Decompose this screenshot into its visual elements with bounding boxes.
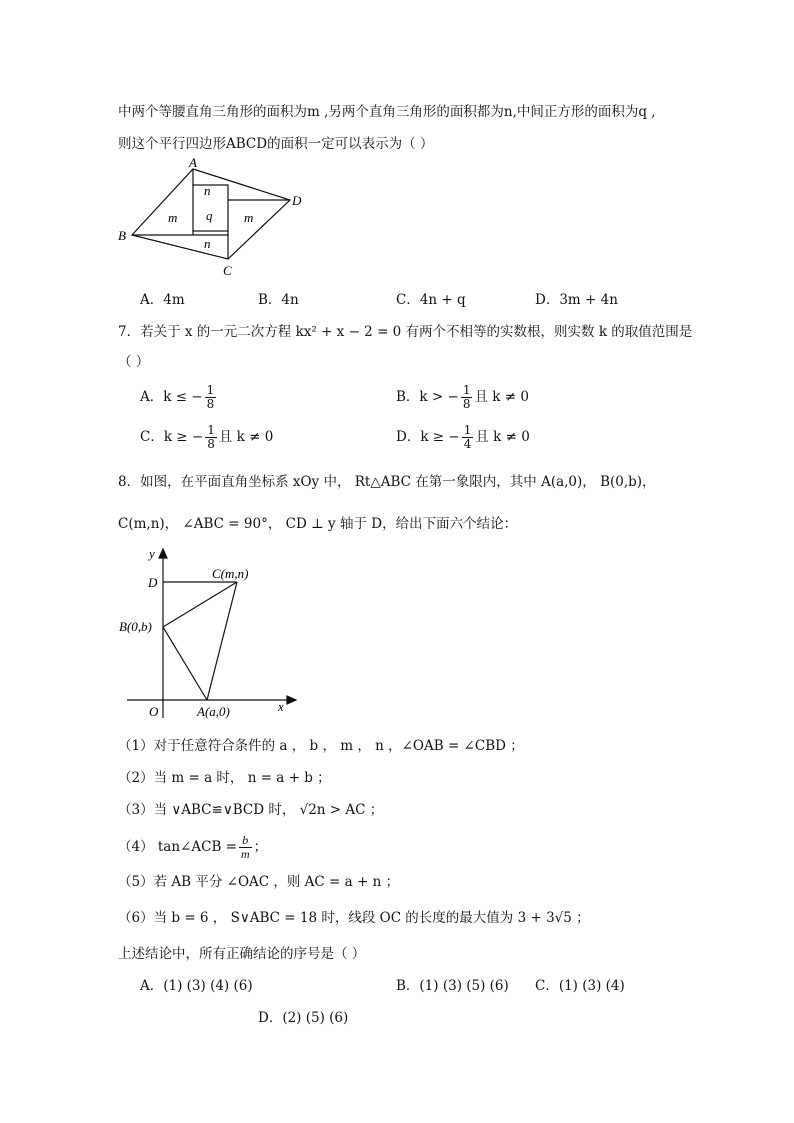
q7-option-d-prefix: D．k ≥ −	[396, 429, 460, 445]
q8-label-A: A(a,0)	[197, 704, 230, 719]
q8-coordinate-figure	[115, 540, 300, 725]
q7-option-c-den: 8	[207, 437, 215, 451]
q6-label-A: A	[189, 155, 197, 170]
q7-option-a-fraction	[205, 384, 217, 411]
q7-option-a-prefix: A．k ≤ −	[140, 389, 203, 405]
q7-stem-line2: （ ）	[118, 354, 150, 370]
q8-label-y: y	[149, 546, 155, 561]
q7-option-a	[140, 384, 218, 411]
q7-option-b	[396, 384, 529, 411]
q6-label-D: D	[292, 193, 302, 208]
q8-stem-line1: 8．如图，在平面直角坐标系 xOy 中， Rt△ABC 在第一象限内，其中 A(a,0)， B(0,b)，	[118, 474, 656, 490]
q7-option-a-den: 8	[206, 397, 215, 411]
q8-conclusion-2: （2）当 m = a 时， n = a + b ；	[118, 770, 331, 786]
q8-label-D: D	[148, 575, 158, 590]
q8-option-d: D．(2) (5) (6)	[258, 1010, 349, 1026]
q6-option-a: A．4m	[140, 292, 185, 308]
q8-option-c: C．(1) (3) (4)	[535, 978, 625, 994]
q8-label-C: C(m,n)	[212, 566, 249, 581]
q8-label-B: B(0,b)	[119, 619, 152, 634]
q6-stem-line2: 则这个平行四边形ABCD的面积一定可以表示为（ ）	[118, 136, 434, 152]
q6-label-m-right: m	[244, 210, 254, 225]
q8-label-x: x	[278, 699, 284, 714]
q8-option-b: B．(1) (3) (5) (6)	[396, 978, 509, 994]
q7-option-c-fraction	[205, 424, 217, 451]
q7-option-b-fraction	[461, 384, 473, 411]
q6-label-B: B	[118, 228, 126, 243]
q6-label-m-left: m	[168, 210, 178, 225]
q6-stem-line1: 中两个等腰直角三角形的面积为m ,另两个直角三角形的面积都为n,中间正方形的面积为q ,	[118, 104, 656, 120]
q6-label-C: C	[223, 263, 232, 278]
q7-option-c-num: 1	[207, 423, 215, 437]
q6-label-n-bottom: n	[204, 236, 211, 251]
q6-option-b: B．4n	[258, 292, 299, 308]
q7-option-b-suffix: 且 k ≠ 0	[474, 389, 529, 405]
q8-conclusion-3: （3）当 ∨ABC≌∨BCD 时， √2n > AC ；	[118, 802, 384, 818]
q7-option-c-suffix: 且 k ≠ 0	[218, 429, 274, 445]
q8-conclusion-6: （6）当 b = 6 ， S∨ABC = 18 时，线段 OC 的长度的最大值为 3 + 3√5 ；	[118, 910, 590, 926]
q7-option-c-prefix: C．k ≥ −	[140, 429, 204, 445]
q8-conclusion-4	[118, 834, 267, 861]
q8-conclusion-1: （1）对于任意符合条件的 a ， b ， m ， n ，∠OAB = ∠CBD ；	[118, 738, 524, 754]
q7-option-d-suffix: 且 k ≠ 0	[475, 429, 530, 445]
q8-summary: 上述结论中，所有正确结论的序号是（ ）	[118, 946, 366, 962]
q8-label-O: O	[149, 704, 159, 719]
q7-option-b-den: 8	[462, 397, 471, 411]
q8-conclusion-4-den: m	[240, 847, 250, 861]
q8-conclusion-4-suffix: ；	[253, 839, 268, 855]
q8-conclusion-4-num: b	[239, 834, 252, 848]
q8-stem-line2: C(m,n)， ∠ABC = 90°， CD ⊥ y 轴于 D，给出下面六个结论：	[118, 516, 518, 532]
q7-option-a-num: 1	[206, 383, 215, 397]
q7-option-d	[396, 424, 530, 451]
q7-option-b-prefix: B．k > −	[396, 389, 459, 405]
q7-option-c	[140, 424, 273, 451]
q7-option-d-fraction	[462, 424, 474, 451]
q8-conclusion-4-prefix: （4） tan∠ACB =	[118, 839, 237, 855]
q6-option-c: C．4n + q	[396, 292, 466, 308]
q8-option-a: A．(1) (3) (4) (6)	[140, 978, 253, 994]
q6-parallelogram-figure	[110, 155, 320, 285]
q6-option-d: D．3m + 4n	[535, 292, 618, 308]
q7-stem-line1: 7．若关于 x 的一元二次方程 kx² + x − 2 = 0 有两个不相等的实数根，则实数 k 的取值范围是	[118, 324, 693, 340]
q7-option-d-den: 4	[463, 437, 472, 451]
q6-label-n-top: n	[204, 183, 211, 198]
q6-label-q: q	[206, 208, 213, 223]
q8-conclusion-4-fraction	[239, 834, 252, 861]
q8-conclusion-5: （5）若 AB 平分 ∠OAC ，则 AC = a + n ；	[118, 874, 400, 890]
q7-option-b-num: 1	[462, 383, 471, 397]
q7-option-d-num: 1	[463, 423, 472, 437]
